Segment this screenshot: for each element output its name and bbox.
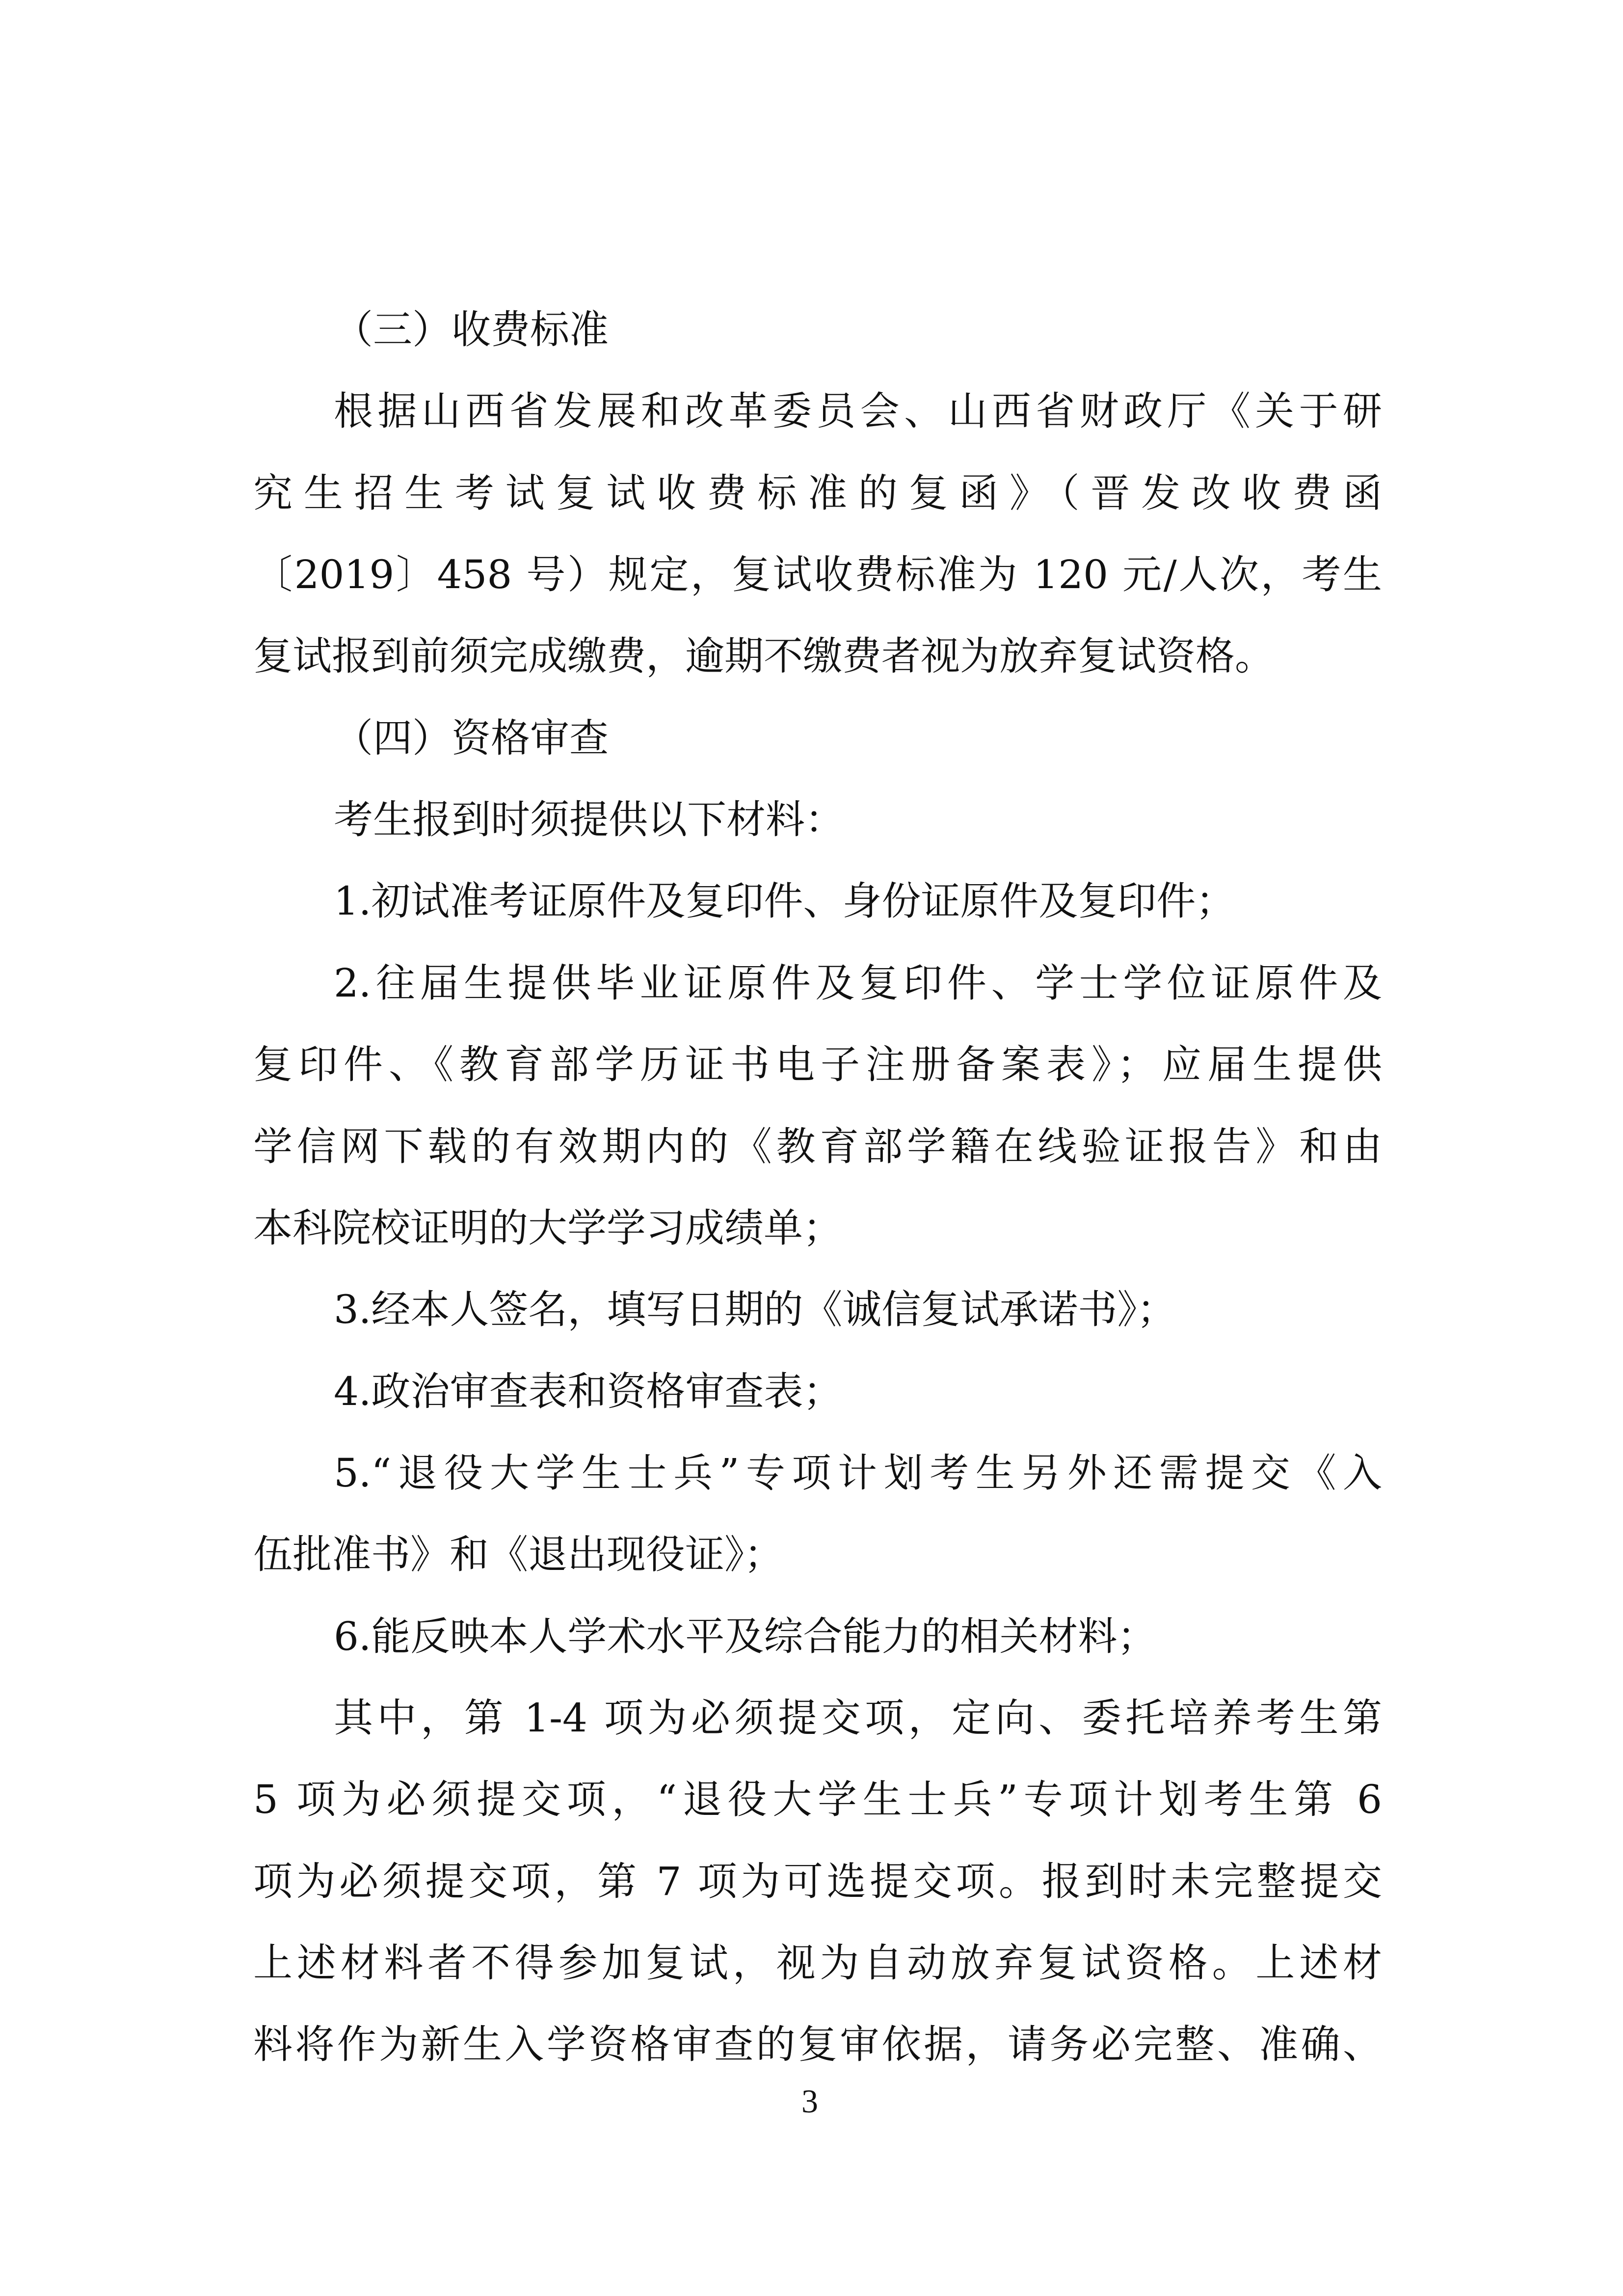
list-item: 2.往届生提供毕业证原件及复印件、学士学位证原件及 (334, 960, 1382, 1006)
paragraph-line: 其中，第 1-4 项为必须提交项，定向、委托培养考生第 (334, 1695, 1382, 1741)
paragraph-line: 料将作为新生入学资格审查的复审依据，请务必完整、准确、 (253, 2022, 1382, 2067)
paragraph-line: 根据山西省发展和改革委员会、山西省财政厅《关于研 (334, 388, 1382, 434)
list-item: 4.政治审查表和资格审查表； (334, 1369, 843, 1414)
list-item-continuation: 本科院校证明的大学学习成绩单； (253, 1205, 842, 1251)
paragraph-line: 5 项为必须提交项，“退役大学生士兵”专项计划考生第 6 (253, 1777, 1382, 1822)
paragraph-line: 项为必须提交项，第 7 项为可选提交项。报到时未完整提交 (253, 1859, 1382, 1904)
paragraph-line: 考生报到时须提供以下材料： (334, 797, 844, 842)
list-item-continuation: 复印件、《教育部学历证书电子注册备案表》；应届生提供 (253, 1042, 1382, 1087)
page-number: 3 (801, 2082, 818, 2120)
list-item-continuation: 伍批准书》和《退出现役证》； (253, 1532, 783, 1577)
list-item: 5.“退役大学生士兵”专项计划考生另外还需提交《入 (334, 1450, 1382, 1496)
list-item: 6.能反映本人学术水平及综合能力的相关材料； (334, 1614, 1157, 1659)
section-heading-fee-standard: （三）收费标准 (334, 307, 609, 352)
section-heading-qualification-review: （四）资格审查 (334, 715, 609, 761)
paragraph-line: 究生招生考试复试收费标准的复函》（晋发改收费函 (253, 470, 1382, 516)
paragraph-line: 上述材料者不得参加复试，视为自动放弃复试资格。上述材 (253, 1940, 1382, 1986)
list-item-continuation: 学信网下载的有效期内的《教育部学籍在线验证报告》和由 (253, 1124, 1382, 1169)
paragraph-line: 复试报到前须完成缴费，逾期不缴费者视为放弃复试资格。 (253, 633, 1274, 679)
list-item: 3.经本人签名，填写日期的《诚信复试承诺书》； (334, 1287, 1176, 1332)
paragraph-line: 〔2019〕458 号）规定，复试收费标准为 120 元/人次，考生 (253, 552, 1382, 597)
list-item: 1.初试准考证原件及复印件、身份证原件及复印件； (334, 878, 1235, 924)
